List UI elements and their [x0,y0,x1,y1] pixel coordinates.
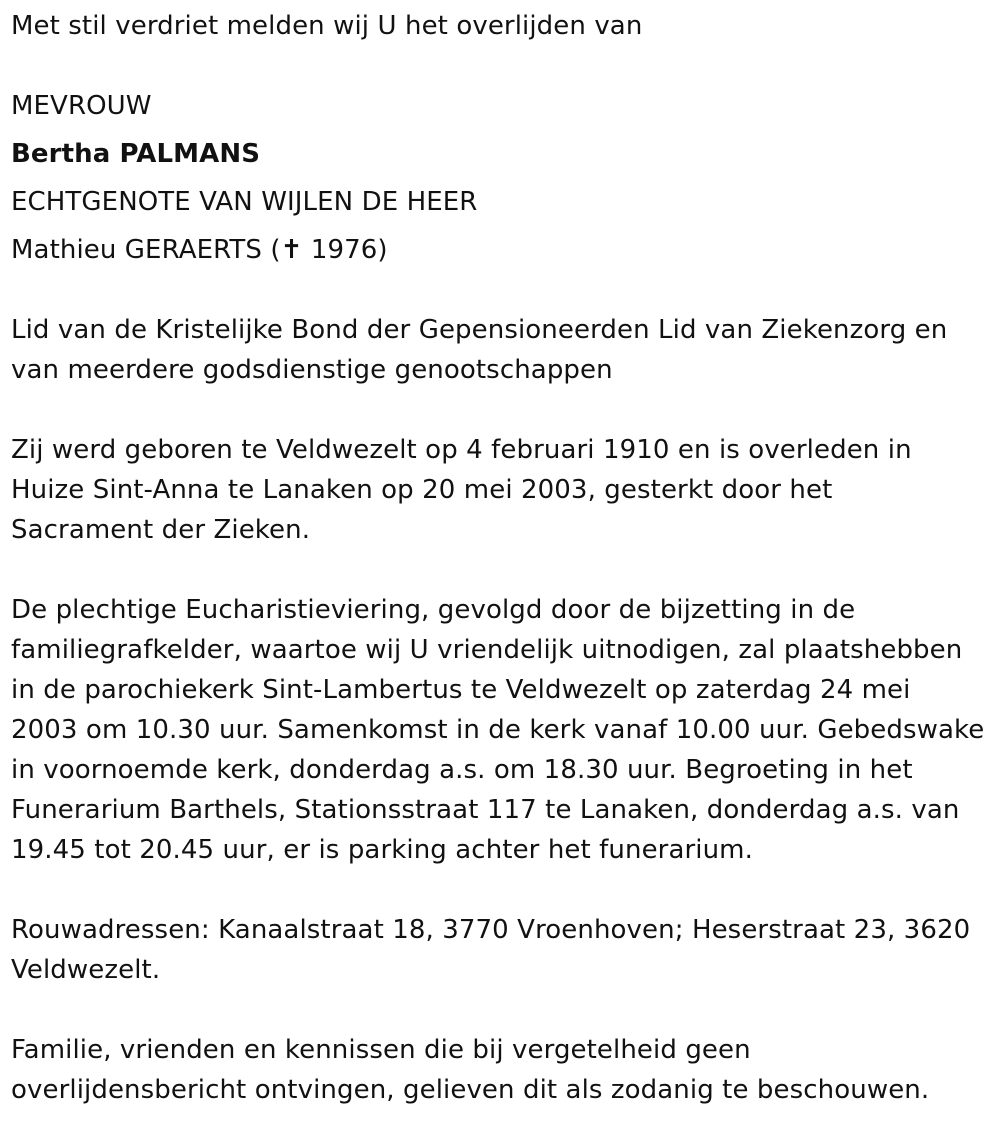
birth-death-line: Zij werd geboren te Veldwezelt op 4 februari 1910 en is overleden in [11,435,912,465]
ceremony-line: De plechtige Eucharistieviering, gevolgd door de bijzetting in de [11,595,856,625]
membership-line: Lid van de Kristelijke Bond der Gepensioneerden Lid van Ziekenzorg en [11,315,948,345]
ceremony-line: familiegrafkelder, waartoe wij U vriendelijk uitnodigen, zal plaatshebben [11,635,963,665]
birth-death-line: Huize Sint-Anna te Lanaken op 20 mei 2003, gesterkt door het [11,475,833,505]
ceremony-line: 2003 om 10.30 uur. Samenkomst in de kerk vanaf 10.00 uur. Gebedswake [11,715,985,745]
deceased-name: Bertha PALMANS [11,139,261,169]
spouse-label: ECHTGENOTE VAN WIJLEN DE HEER [11,187,478,217]
salutation: MEVROUW [11,91,152,121]
membership-line: van meerdere godsdienstige genootschappen [11,355,613,385]
cross-icon: ✝ [280,235,303,265]
ceremony-line: in de parochiekerk Sint-Lambertus te Veldwezelt op zaterdag 24 mei [11,675,911,705]
intro-line: Met stil verdriet melden wij U het overlijden van [11,11,643,41]
closing-line: Familie, vrienden en kennissen die bij vergetelheid geen [11,1035,751,1065]
address-line: Veldwezelt. [11,955,161,985]
spouse-death-year: 1976) [310,235,388,265]
spouse-line [11,230,388,270]
ceremony-line: 19.45 tot 20.45 uur, er is parking achter het funerarium. [11,835,753,865]
address-line: Rouwadressen: Kanaalstraat 18, 3770 Vroenhoven; Heserstraat 23, 3620 [11,915,971,945]
ceremony-line: in voornoemde kerk, donderdag a.s. om 18.30 uur. Begroeting in het [11,755,913,785]
ceremony-line: Funerarium Barthels, Stationsstraat 117 te Lanaken, donderdag a.s. van [11,795,960,825]
closing-line: overlijdensbericht ontvingen, gelieven dit als zodanig te beschouwen. [11,1075,930,1105]
spouse-name: Mathieu GERAERTS ( [11,235,281,265]
birth-death-line: Sacrament der Zieken. [11,515,311,545]
